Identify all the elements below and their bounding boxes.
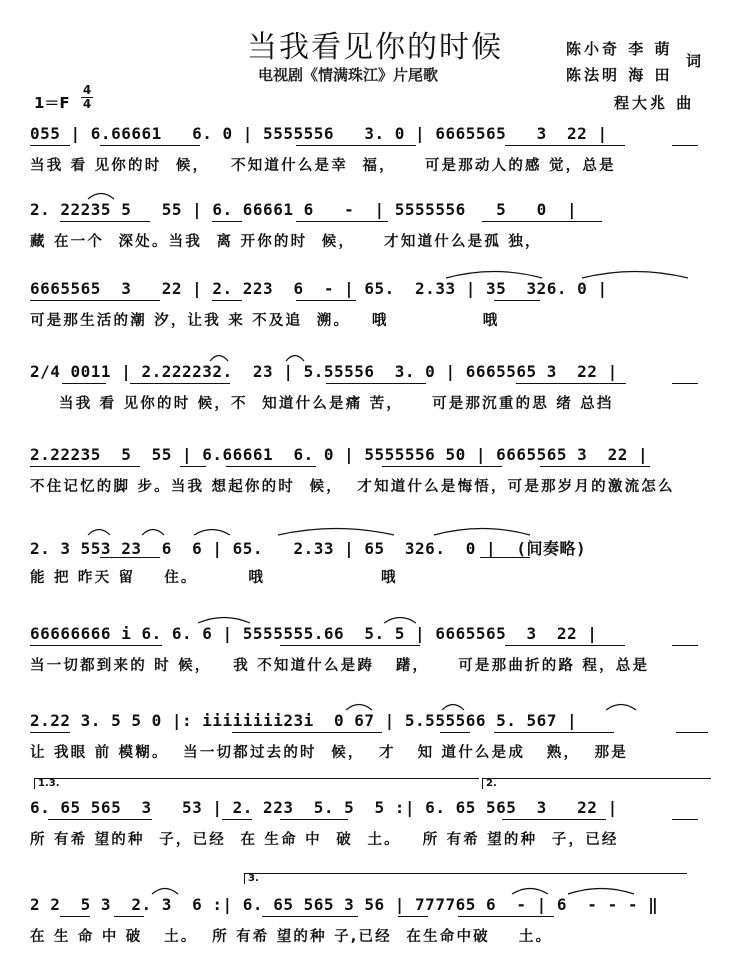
beam-underline	[60, 221, 150, 222]
slur-arc	[604, 699, 638, 711]
beam-underline	[326, 383, 426, 384]
beam-underline	[482, 221, 602, 222]
volta-label-3: 3.	[248, 873, 259, 884]
beam-underline	[212, 221, 242, 222]
beam-underline	[494, 300, 540, 301]
lyric-line: 在 生 命 中 破 土。 所 有希 望的种 子,已经 在生命中破 土。	[30, 929, 553, 945]
lyric-line: 当我 看 见你的时 候，不 知道什么是痛 苦， 可是那沉重的思 绪 总挡	[30, 396, 614, 412]
beam-underline	[672, 383, 698, 384]
beam-underline	[540, 466, 650, 467]
score-system-7	[0, 624, 750, 684]
beam-underline	[672, 819, 698, 820]
key-signature: 1＝F	[34, 94, 70, 112]
score-system-10	[0, 873, 750, 955]
beam-underline	[480, 557, 530, 558]
lyric-line: 不住记忆的脚 步。当我 想起你的时 候， 才知道什么是悔悟，可是那岁月的激流怎么	[30, 479, 675, 495]
score-system-4	[0, 362, 750, 422]
score-system-8	[0, 711, 750, 771]
slur-arc	[440, 699, 466, 711]
score-system-9	[0, 778, 750, 858]
notation-line: 2/4 0011 | 2.222232. 23 | 5.55556 3. 0 | 6665565 3 22 |	[30, 362, 618, 381]
beam-underline	[62, 383, 106, 384]
notation-line: 2.22235 5 55 | 6.66661 6. 0 | 5555556 50 | 6665565 3 22 |	[30, 445, 649, 464]
song-subtitle: 电视剧《情满珠江》片尾歌	[258, 66, 439, 84]
time-signature-top: 4	[82, 83, 92, 97]
slur-arc	[208, 350, 230, 362]
lyric-line: 让 我眼 前 模糊。 当一切都过去的时 候， 才 知 道什么是成 熟， 那是	[30, 745, 629, 761]
beam-underline	[222, 819, 252, 820]
beam-underline	[114, 916, 144, 917]
song-title: 当我看见你的时候	[247, 30, 503, 65]
notation-line: 2 2 5 3 2. 3 6 :| 6. 65 565 3 56 | 777765 6 - | 6 - - - ‖	[30, 895, 659, 914]
score-system-2	[0, 200, 750, 260]
beam-underline	[382, 466, 502, 467]
tie-arc	[196, 612, 252, 624]
lyric-line: 当我 看 见你的时 候， 不知道什么是幸 福， 可是那动人的感 觉，总是	[30, 158, 616, 174]
slur-arc	[444, 265, 544, 279]
beam-underline	[30, 466, 140, 467]
beam-underline	[60, 916, 90, 917]
beam-underline	[676, 732, 708, 733]
slur-arc	[150, 883, 180, 895]
slur-arc	[382, 612, 418, 624]
volta-bracket-2	[482, 778, 711, 789]
beam-underline	[212, 300, 242, 301]
beam-underline	[296, 145, 416, 146]
beam-underline	[280, 819, 348, 820]
beam-underline	[296, 300, 356, 301]
slur-arc	[580, 265, 690, 279]
beam-underline	[440, 732, 470, 733]
score-system-5	[0, 445, 750, 505]
beam-underline	[505, 145, 625, 146]
beam-underline	[30, 145, 70, 146]
beam-underline	[262, 916, 358, 917]
notation-line: 6665565 3 22 | 2. 223 6 - | 65. 2.33 | 35 326. 0 |	[30, 279, 608, 298]
beam-underline	[130, 383, 230, 384]
score-system-6	[0, 536, 750, 596]
beam-underline	[505, 645, 625, 646]
beam-underline	[398, 916, 428, 917]
slur-arc	[432, 522, 532, 536]
beam-underline	[30, 645, 162, 646]
beam-underline	[100, 145, 200, 146]
slur-arc	[86, 188, 116, 200]
slur-arc	[86, 524, 112, 536]
notation-line: 2. 22235 5 55 | 6. 66661 6 - | 5555556 5 0 |	[30, 200, 578, 219]
slur-arc	[284, 350, 306, 362]
beam-underline	[226, 466, 316, 467]
lyricist-line-1: 陈小奇 李 萌	[566, 40, 673, 58]
notation-line: 66666666 i 6. 6. 6 | 5555555.66 5. 5 | 6665565 3 22 |	[30, 624, 598, 643]
beam-underline	[458, 916, 554, 917]
lyric-line: 藏 在一个 深处。当我 离 开你的时 候， 才知道什么是孤 独，	[30, 234, 542, 250]
composer-credit: 程大兆 曲	[614, 94, 695, 112]
beam-underline	[296, 221, 388, 222]
slur-arc	[344, 699, 374, 711]
slur-arc	[140, 524, 166, 536]
lyricist-line-2: 陈法明 海 田	[566, 66, 673, 84]
lyric-line: 能 把 昨天 留 住。 哦 哦	[30, 570, 398, 586]
score-system-1	[0, 124, 750, 184]
beam-underline	[48, 819, 152, 820]
notation-line: 055 | 6.66661 6. 0 | 5555556 3. 0 | 6665565 3 22 |	[30, 124, 608, 143]
beam-underline	[232, 732, 382, 733]
lyric-line: 可是那生活的潮 汐，让我 来 不及追 溯。 哦 哦	[30, 313, 500, 329]
notation-line: 2.22 3. 5 5 0 |: iiiiiiii23i 0 67 | 5.555566 5. 567 |	[30, 711, 578, 730]
tie-arc	[192, 524, 232, 536]
slur-arc	[276, 522, 396, 536]
time-signature	[80, 84, 94, 111]
lyric-role-label: 词	[686, 52, 702, 70]
score-system-3	[0, 279, 750, 339]
lyric-line: 当一切都到来的 时 候， 我 不知道什么是踌 躇， 可是那曲折的路 程，总是	[30, 658, 650, 674]
time-signature-bottom: 4	[82, 97, 92, 111]
lyric-line: 所 有希 望的种 子，已经 在 生命 中 破 土。 所 有希 望的种 子，已经	[30, 832, 619, 848]
beam-underline	[502, 819, 606, 820]
volta-bracket-1	[34, 778, 479, 789]
beam-underline	[516, 383, 626, 384]
beam-underline	[30, 732, 70, 733]
beam-underline	[180, 466, 206, 467]
beam-underline	[672, 145, 698, 146]
tie-arc	[566, 883, 636, 895]
notation-line: 6. 65 565 3 53 | 2. 223 5. 5 5 :| 6. 65 565 3 22 |	[30, 798, 618, 817]
volta-label-2: 2.	[486, 778, 497, 789]
beam-underline	[494, 732, 614, 733]
beam-underline	[280, 645, 420, 646]
credits-block	[566, 38, 746, 118]
slur-arc	[510, 883, 550, 895]
beam-underline	[100, 557, 160, 558]
beam-underline	[672, 645, 698, 646]
beam-underline	[30, 300, 160, 301]
volta-label-1: 1.3.	[38, 778, 60, 789]
notation-line: 2. 3 553 23 6 6 | 65. 2.33 | 65 326. 0 | (间奏略)	[30, 539, 587, 558]
